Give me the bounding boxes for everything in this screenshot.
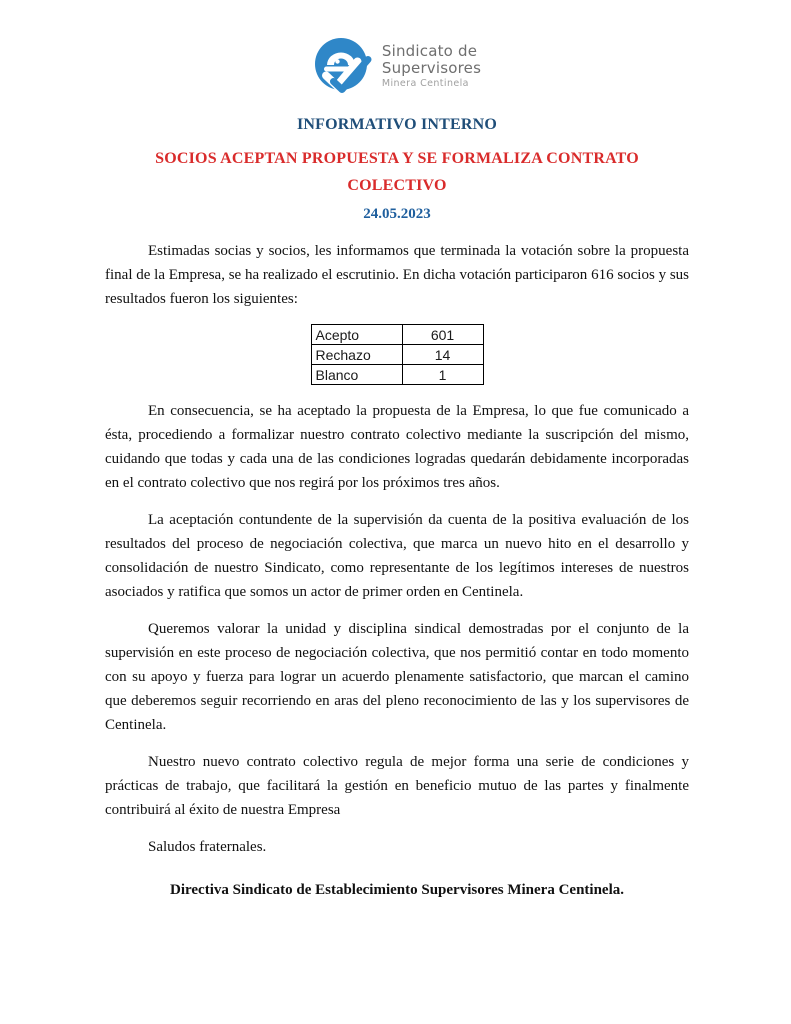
vote-option-label: Rechazo xyxy=(311,345,402,365)
document-title-line2: COLECTIVO xyxy=(347,177,447,194)
logo-org-line2: Supervisores xyxy=(381,59,482,77)
vote-count-value: 601 xyxy=(402,325,483,345)
union-logo xyxy=(105,36,689,96)
document-date: 24.05.2023 xyxy=(363,206,431,222)
table-row xyxy=(311,345,483,365)
vote-results-table xyxy=(311,324,484,385)
document-title xyxy=(105,145,689,199)
kicker-heading: INFORMATIVO INTERNO xyxy=(296,116,498,133)
logo-wordmark xyxy=(382,43,481,90)
paragraph-consequence: En consecuencia, se ha aceptado la propuesta de la Empresa, lo que fue comunicado a ésta, procediendo a formalizar nuestro contrato colectivo mediante la suscripción del mismo, cuidando que todas y cada una de las condiciones logradas quedarán debidamente incorporadas en el contrato colectivo que nos regirá por los próximos tres años. xyxy=(105,403,689,491)
vote-count-value: 14 xyxy=(402,345,483,365)
vote-option-label: Blanco xyxy=(311,365,402,385)
hardhat-check-icon xyxy=(313,36,373,96)
paragraph-unity: Queremos valorar la unidad y disciplina sindical demostradas por el conjunto de la supervisión en este proceso de negociación colectiva, que nos permitió contar en todo momento con su apoyo y fuerza para lograr un acuerdo plenamente satisfactorio, que marcan el camino que deberemos seguir recorriendo en aras del pleno reconocimiento de las y los supervisores de Centinela. xyxy=(105,621,689,733)
paragraph-contract: Nuestro nuevo contrato colectivo regula de mejor forma una serie de condiciones y prácticas de trabajo, que facilitará la gestión en beneficio mutuo de las partes y finalmente contribuirá al éxito de nuestra Empresa xyxy=(105,754,689,818)
paragraph-acceptance: La aceptación contundente de la supervisión da cuenta de la positiva evaluación de los resultados del proceso de negociación colectiva, que marca un nuevo hito en el desarrollo y consolidación de nuestro Sindicato, como representante de los legítimos intereses de nuestros asociados y ratifica que somos un actor de primer orden en Centinela. xyxy=(105,512,689,600)
table-row xyxy=(311,325,483,345)
document-title-line1: SOCIOS ACEPTAN PROPUESTA Y SE FORMALIZA CONTRATO xyxy=(155,150,639,167)
logo-org-line3: Minera Centinela xyxy=(381,77,469,89)
table-row xyxy=(311,365,483,385)
signature-line: Directiva Sindicato de Establecimiento Supervisores Minera Centinela. xyxy=(170,882,624,898)
vote-count-value: 1 xyxy=(402,365,483,385)
paragraph-intro: Estimadas socias y socios, les informamos que terminada la votación sobre la propuesta final de la Empresa, se ha realizado el escrutinio. En dicha votación participaron 616 socios y sus resultados fueron los siguientes: xyxy=(105,243,689,307)
logo-org-line1: Sindicato de xyxy=(381,41,478,60)
vote-option-label: Acepto xyxy=(311,325,402,345)
closing-salutation: Saludos fraternales. xyxy=(148,839,267,855)
